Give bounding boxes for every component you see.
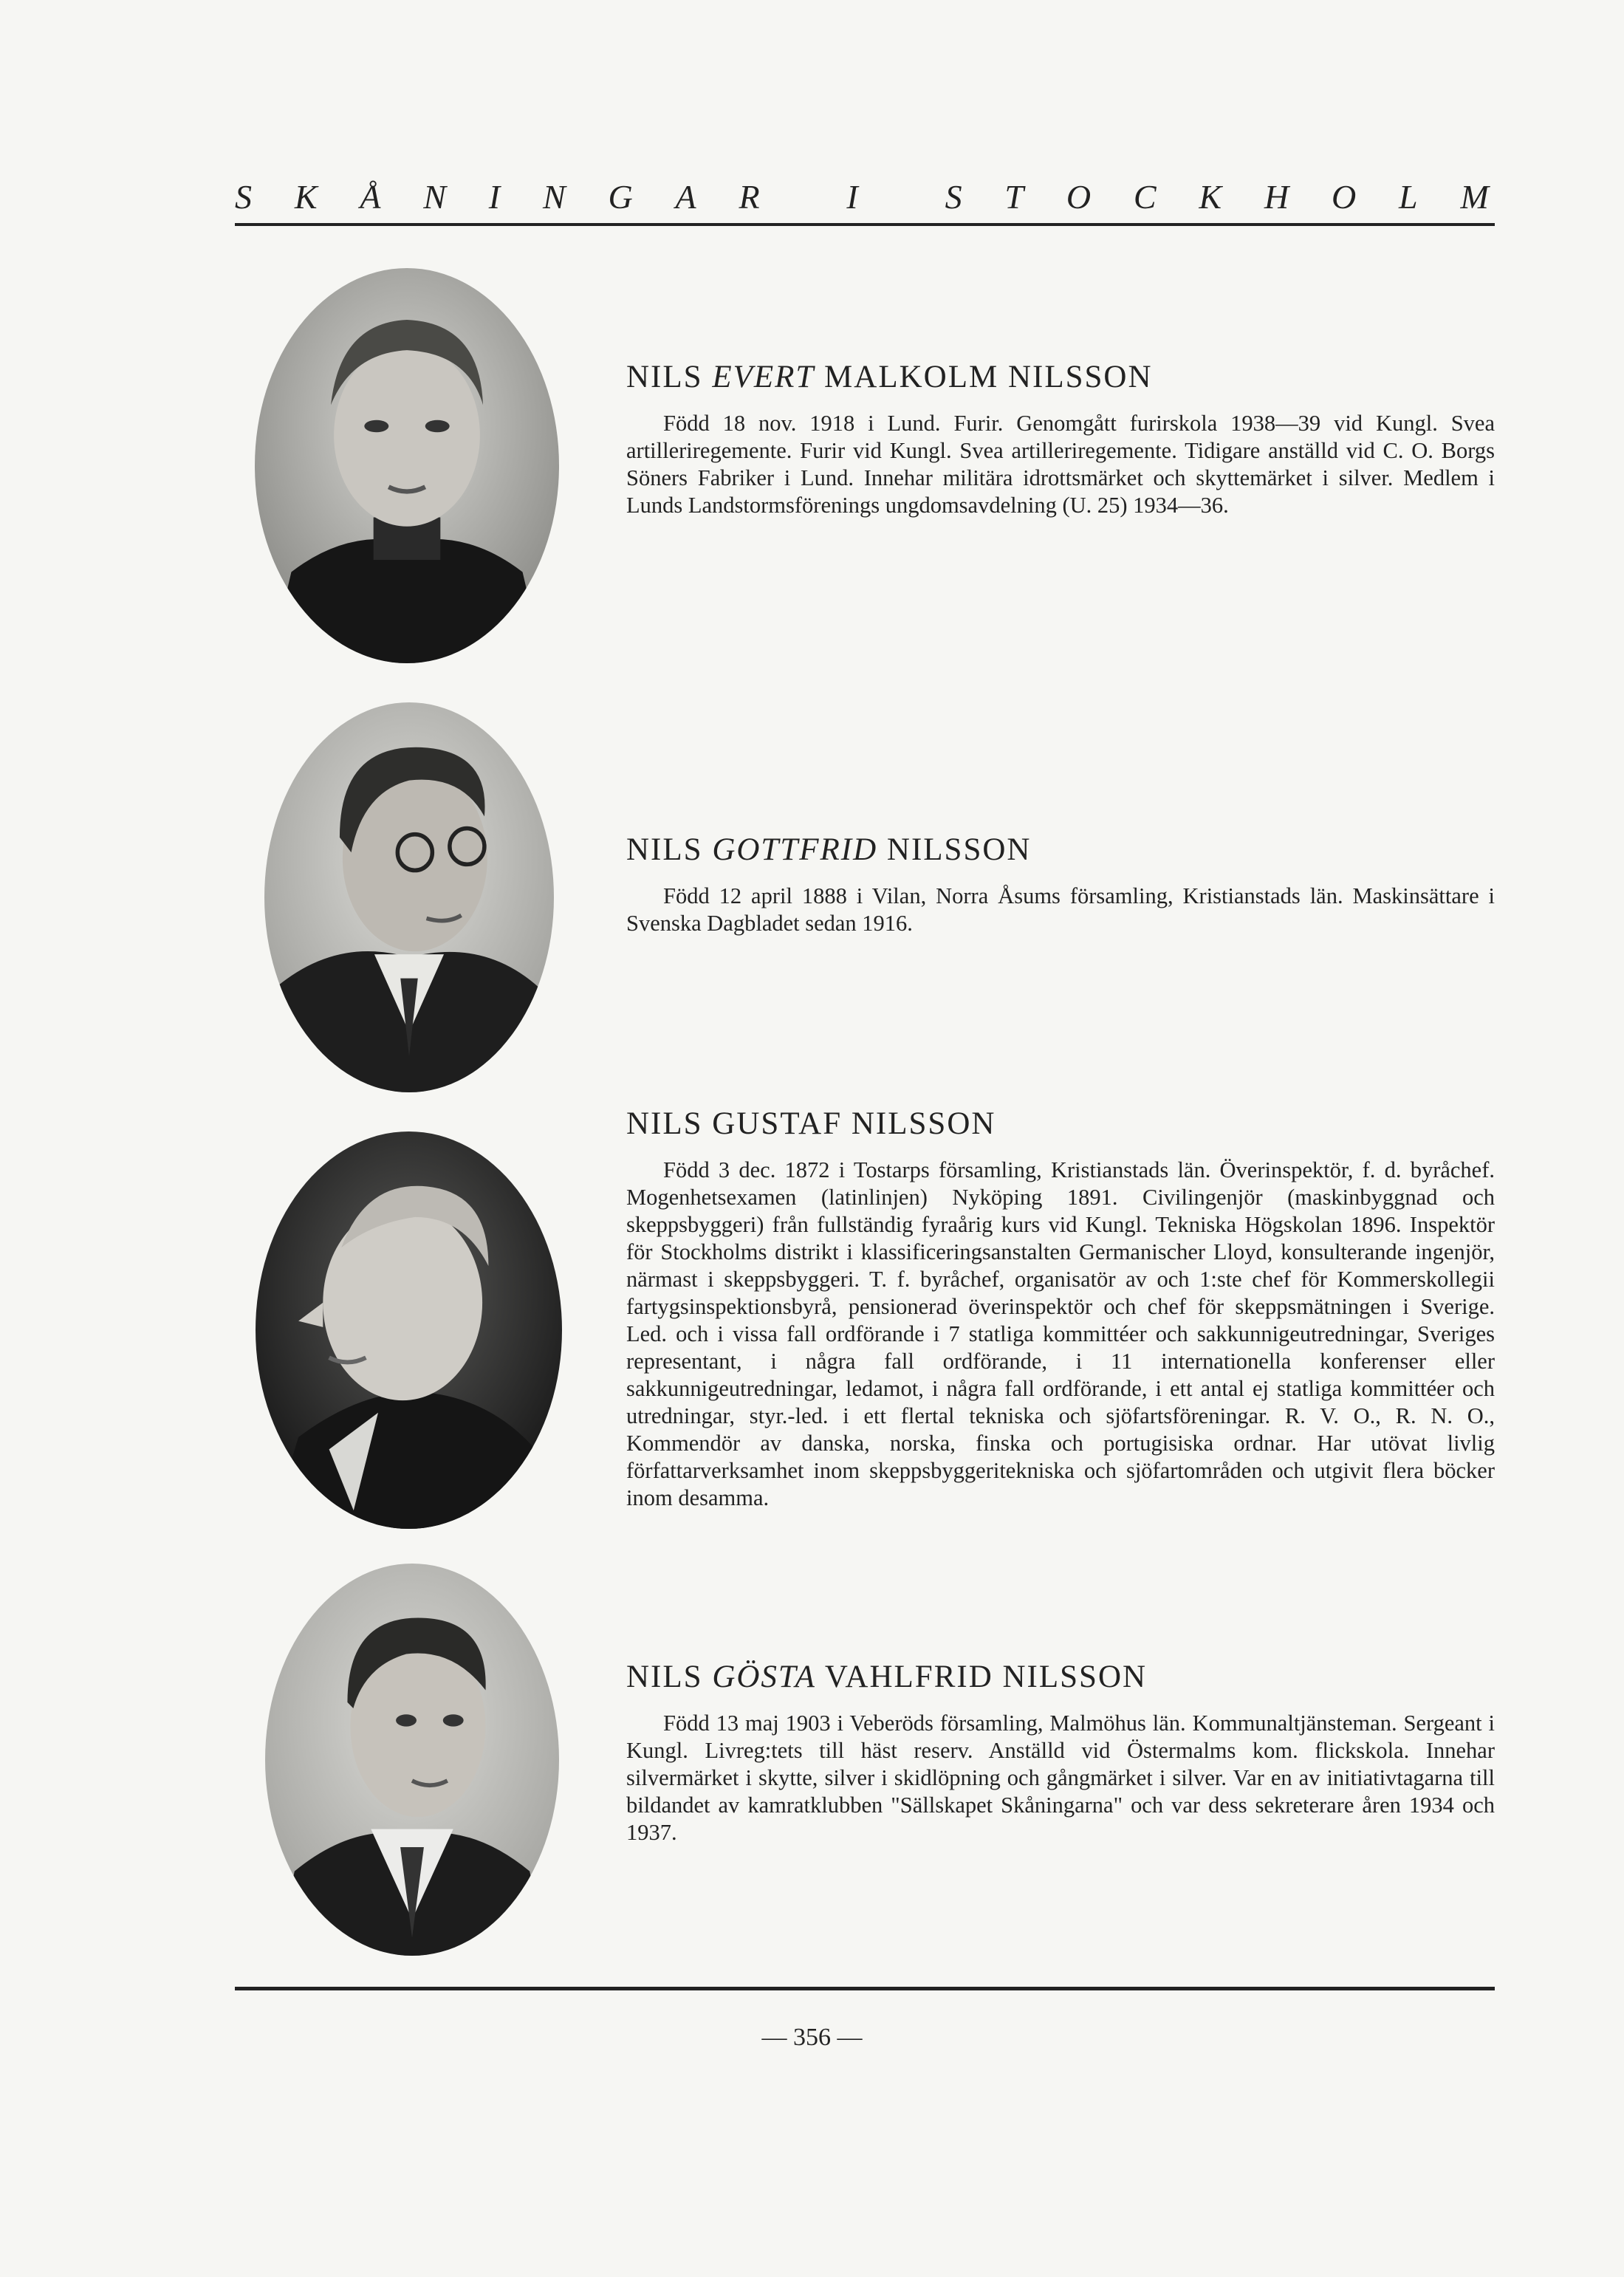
running-head-letter: L [1399, 178, 1419, 216]
running-head-letter: N [542, 178, 567, 216]
portrait-photo [265, 1564, 559, 1956]
running-head-letter: A [675, 178, 698, 216]
biography-text: Född 3 dec. 1872 i Tostarps församling, Kristianstads län. Överinspektör, f. d. byråchef. Mogenhetsexamen (latinlinjen) Nyköping 1891. Civilingenjör (maskinbyggnad och skeppsbyggeri) från fullständig fyraårig kurs vid Kungl. Tekniska Högskolan 1896. Inspektör för Stockholms distrikt i klassificeringsanstalten Germanischer Lloyd, konsulterande ingenjör, närmast i skeppsbyggeri. T. f. byråchef, organisatör av och 1:ste chef för Kommerskollegii fartygsinspektionsbyrå, pensionerad överinspektör och chef för skeppsmätningen i Sverige. Led. och i vissa fall ordförande i 7 statliga kommittéer och sakkunnigeutredningar, Sveriges representant, i några fall ordförande, i 11 internationella konferenser eller sakkunnigeutredningar, ledamot, i några fall ordförande, i ett antal ej statliga kommittéer och utredningar, styr.-led. i ett flertal tekniska och sjöfartsföreningar. R. V. O., R. N. O., Kommendör av danska, norska, finska och portugisiska ordnar. Har utövat livlig författarverksamhet inom skeppsbyggeritekniska och sjöfartområden och utgivit flera böcker inom desamma. [626, 1157, 1495, 1510]
running-head-letter: M [1460, 178, 1490, 216]
running-head-letter: S [235, 178, 253, 216]
running-head-letter: K [294, 178, 319, 216]
person-name: NILS GOTTFRID NILSSON [626, 832, 1032, 867]
running-head-letter: I [846, 178, 860, 216]
biography-text: Född 18 nov. 1918 i Lund. Furir. Genomgått furirskola 1938—39 vid Kungl. Svea artilleriregemente. Furir vid Kungl. Svea artilleriregemente. Tidigare anställd vid C. O. Borgs Söners Fabriker i Lund. Innehar militära idrottsmärket och skyttemärket i silver. Medlem i Lunds Landstormsförenings ungdomsavdelning (U. 25) 1934—36. [626, 411, 1495, 518]
footer-rule [235, 1987, 1495, 1990]
header-rule [235, 223, 1495, 226]
portrait-photo [256, 1131, 562, 1529]
person-name: NILS GÖSTA VAHLFRID NILSSON [626, 1660, 1148, 1694]
biography-entry [626, 1106, 1495, 1512]
running-head-letter: K [1199, 178, 1224, 216]
running-head-letter: G [608, 178, 634, 216]
biography-entry [626, 359, 1495, 519]
portrait-photo [255, 268, 559, 663]
person-name: NILS GUSTAF NILSSON [626, 1106, 996, 1141]
running-head-letter: H [1264, 178, 1291, 216]
portrait-photo [264, 702, 554, 1092]
person-name: NILS EVERT MALKOLM NILSSON [626, 360, 1153, 394]
running-head-letter: C [1133, 178, 1158, 216]
running-head-letter: O [1066, 178, 1093, 216]
biography-text: Född 13 maj 1903 i Veberöds församling, Malmöhus län. Kommunaltjänsteman. Sergeant i Kungl. Livreg:tets till häst reserv. Anställd vid Östermalms kom. flickskola. Innehar silvermärket i skytte, silver i skidlöpning och gångmärket i silver. Var en av initiativtagarna till bildandet av kamratklubben "Sällskapet Skåningarna" och var dess sekreterare åren 1934 och 1937. [626, 1711, 1495, 1845]
biography-text: Född 12 april 1888 i Vilan, Norra Åsums församling, Kristianstads län. Maskinsättare i Svenska Dagbladet sedan 1916. [626, 883, 1495, 936]
running-head-letter: I [488, 178, 502, 216]
biography-entry [626, 832, 1495, 937]
running-head-letter: O [1331, 178, 1358, 216]
biography-entry [626, 1659, 1495, 1846]
running-head-letter: Å [360, 178, 383, 216]
running-head-letter: T [1004, 178, 1025, 216]
page-number: — 356 — [761, 2024, 863, 2051]
running-head-letter: N [423, 178, 448, 216]
running-head-letter: R [739, 178, 761, 216]
running-head [235, 177, 1490, 216]
running-head-letter: S [945, 178, 964, 216]
